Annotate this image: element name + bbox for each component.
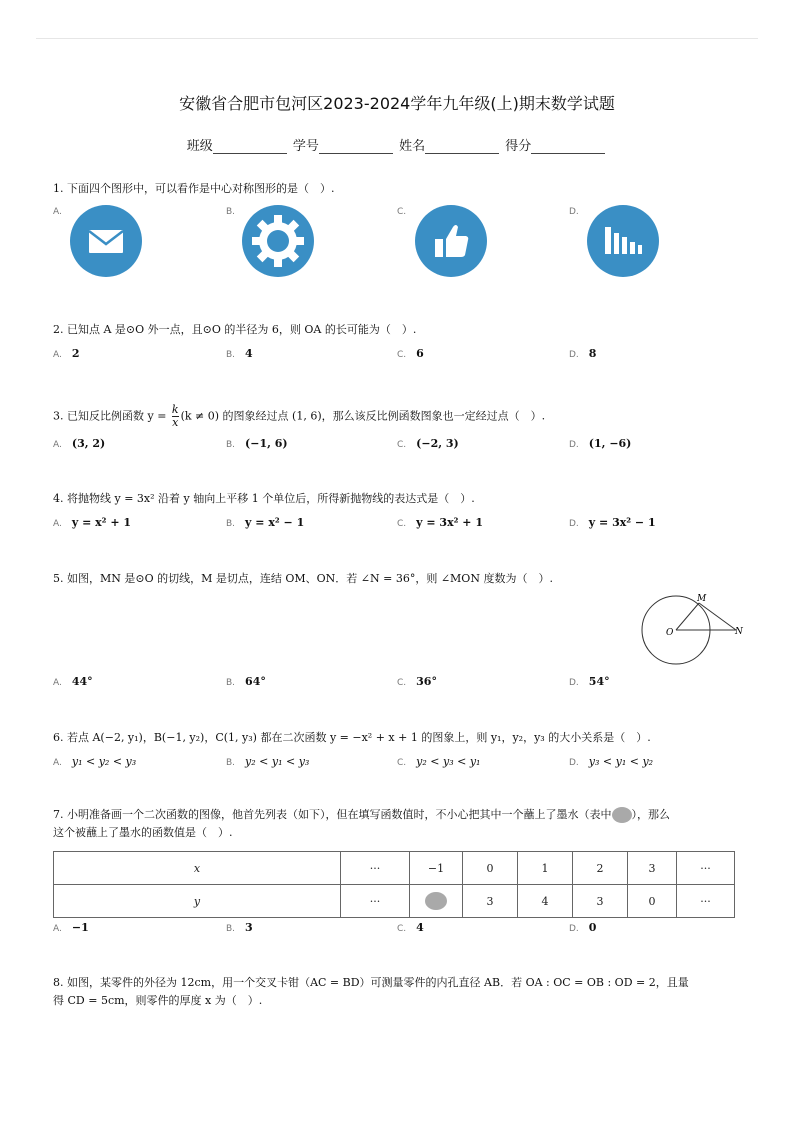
question-2-text: 2. 已知点 A 是⊙O 外一点，且⊙O 的半径为 6，则 OA 的长可能为（ ）. — [53, 323, 417, 336]
q4-option-c[interactable] — [397, 516, 483, 529]
option-value: 8 — [588, 347, 597, 360]
table-cell: 0 — [463, 852, 518, 885]
option-value: 2 — [71, 347, 80, 360]
q1-option-d-letter: D. — [569, 207, 579, 217]
q7-option-b[interactable] — [226, 921, 253, 934]
option-letter: D. — [569, 350, 579, 360]
option-letter: B. — [226, 758, 236, 768]
option-value: −1 — [71, 921, 89, 934]
option-value: 3 — [245, 921, 253, 934]
q2-option-a[interactable] — [53, 347, 80, 360]
class-blank[interactable] — [213, 139, 287, 154]
q6-option-d[interactable] — [569, 755, 653, 768]
class-label: 班级 — [186, 139, 213, 154]
q3-option-c[interactable] — [397, 437, 459, 450]
table-cell: ··· — [677, 852, 735, 885]
q4-option-a[interactable] — [53, 516, 131, 529]
thumbs-up-icon[interactable] — [415, 205, 487, 277]
question-1-text: 1. 下面四个图形中，可以看作是中心对称图形的是（ ）. — [53, 182, 335, 195]
q1-option-b-letter: B. — [226, 207, 236, 217]
option-letter: C. — [397, 758, 407, 768]
question-4-text: 4. 将抛物线 y = 3x² 沿着 y 轴向上平移 1 个单位后，所得新抛物线的表达式是（ ）. — [53, 492, 475, 505]
bar-chart-icon[interactable] — [587, 205, 659, 277]
option-letter: A. — [53, 758, 62, 768]
ink-blot-icon — [425, 892, 447, 910]
option-letter: C. — [397, 924, 407, 934]
option-value: (−2, 3) — [416, 437, 459, 450]
table-cell: ··· — [341, 885, 410, 918]
option-value: 54° — [588, 675, 610, 688]
q5-option-a[interactable] — [53, 675, 93, 688]
option-letter: B. — [226, 519, 236, 529]
question-6-text: 6. 若点 A(−2, y₁)，B(−1, y₂)，C(1, y₃) 都在二次函数 y = −x² + x + 1 的图象上，则 y₁，y₂，y₃ 的大小关系是（ ）. — [53, 731, 651, 744]
option-value: y = 3x² − 1 — [588, 516, 656, 529]
table-cell: 2 — [573, 852, 628, 885]
ink-cell — [410, 885, 463, 918]
top-divider — [36, 38, 758, 39]
option-value: (−1, 6) — [245, 437, 288, 450]
score-label: 得分 — [505, 139, 532, 154]
option-letter: A. — [53, 678, 62, 688]
q6-option-b[interactable] — [226, 755, 309, 768]
option-value: y₃ < y₁ < y₂ — [588, 755, 654, 768]
student-info-row — [0, 135, 794, 154]
table-cell: 1 — [518, 852, 573, 885]
table-cell: 3 — [463, 885, 518, 918]
q6-option-a[interactable] — [53, 755, 136, 768]
ink-blot-icon — [612, 807, 632, 823]
q7-option-a[interactable] — [53, 921, 89, 934]
table-row — [54, 885, 735, 918]
q4-option-d[interactable] — [569, 516, 656, 529]
question-8-text: 8. 如图，某零件的外径为 12cm，用一个交叉卡钳（AC = BD）可测量零件的内孔直径 AB．若 OA : OC = OB : OD = 2，且量 得 CD = 5cm，则零件的厚度 x 为（ ）. — [53, 976, 689, 1007]
table-cell: 3 — [573, 885, 628, 918]
table-cell: ··· — [341, 852, 410, 885]
option-value: (1, −6) — [588, 437, 632, 450]
option-letter: D. — [569, 519, 579, 529]
option-letter: B. — [226, 350, 236, 360]
q6-option-c[interactable] — [397, 755, 480, 768]
option-value: 4 — [245, 347, 253, 360]
q1-option-a-letter: A. — [53, 207, 62, 217]
number-blank[interactable] — [319, 139, 393, 154]
number-label: 学号 — [292, 139, 319, 154]
table-cell: 4 — [518, 885, 573, 918]
q5-circle-figure — [636, 588, 748, 670]
table-cell: −1 — [410, 852, 463, 885]
option-value: y₂ < y₁ < y₃ — [245, 755, 310, 768]
option-value: 4 — [416, 921, 424, 934]
option-value: y = x² − 1 — [245, 516, 305, 529]
option-value: 36° — [416, 675, 437, 688]
table-row — [54, 852, 735, 885]
q7-option-d[interactable] — [569, 921, 596, 934]
option-letter: D. — [569, 678, 579, 688]
option-letter: D. — [569, 924, 579, 934]
question-5-text: 5. 如图，MN 是⊙O 的切线，M 是切点，连结 OM、ON．若 ∠N = 36°，则 ∠MON 度数为（ ）. — [53, 572, 553, 585]
option-letter: B. — [226, 440, 236, 450]
q2-option-c[interactable] — [397, 347, 424, 360]
q5-option-b[interactable] — [226, 675, 266, 688]
option-letter: A. — [53, 924, 62, 934]
option-letter: D. — [569, 758, 579, 768]
q7-value-table — [53, 851, 735, 918]
envelope-icon[interactable] — [70, 205, 142, 277]
option-value: y₁ < y₂ < y₃ — [71, 755, 137, 768]
q3-option-d[interactable] — [569, 437, 631, 450]
label-o: O — [666, 628, 674, 638]
option-value: 64° — [245, 675, 266, 688]
q2-option-d[interactable] — [569, 347, 596, 360]
q3-option-a[interactable] — [53, 437, 105, 450]
question-3-text: 3. 已知反比例函数 y = $\frac{k}{x}$ (k ≠ 0) 的图象经过点 (1, 6)，那么该反比例函数图象也一定经过点（ ）. — [53, 403, 546, 429]
option-letter: C. — [397, 440, 407, 450]
label-m: M — [697, 594, 707, 604]
score-blank[interactable] — [531, 139, 605, 154]
q5-option-d[interactable] — [569, 675, 610, 688]
table-cell: y — [54, 885, 341, 918]
table-cell: 3 — [628, 852, 677, 885]
fraction: $\frac{k}{x}$ — [171, 403, 179, 429]
gear-icon[interactable] — [242, 205, 314, 277]
q2-option-b[interactable] — [226, 347, 253, 360]
option-value: 44° — [71, 675, 93, 688]
q3-option-b[interactable] — [226, 437, 288, 450]
table-cell: ··· — [677, 885, 735, 918]
name-label: 姓名 — [399, 139, 426, 154]
option-letter: B. — [226, 924, 236, 934]
option-value: 6 — [416, 347, 424, 360]
table-cell: x — [54, 852, 341, 885]
question-7-text: 7. 小明准备画一个二次函数的图像，他首先列表（如下），但在填写函数值时，不小心把其中一个蘸上了墨水（表中 ），那么 这个被蘸上了墨水的函数值是（ ）. — [53, 808, 670, 839]
q5-option-c[interactable] — [397, 675, 437, 688]
q4-option-b[interactable] — [226, 516, 304, 529]
q7-option-c[interactable] — [397, 921, 424, 934]
q1-option-c-letter: C. — [397, 207, 407, 217]
option-letter: C. — [397, 519, 407, 529]
option-letter: A. — [53, 350, 62, 360]
option-letter: C. — [397, 350, 407, 360]
option-value: (3, 2) — [71, 437, 106, 450]
option-value: 0 — [588, 921, 597, 934]
label-n: N — [735, 627, 743, 637]
table-cell: 0 — [628, 885, 677, 918]
option-letter: A. — [53, 519, 62, 529]
option-letter: A. — [53, 440, 62, 450]
name-blank[interactable] — [425, 139, 499, 154]
option-letter: B. — [226, 678, 236, 688]
option-value: y = 3x² + 1 — [416, 516, 483, 529]
option-letter: D. — [569, 440, 579, 450]
option-value: y₂ < y₃ < y₁ — [416, 755, 481, 768]
option-letter: C. — [397, 678, 407, 688]
page-title: 安徽省合肥市包河区2023-2024学年九年级(上)期末数学试题 — [179, 94, 615, 113]
option-value: y = x² + 1 — [71, 516, 132, 529]
